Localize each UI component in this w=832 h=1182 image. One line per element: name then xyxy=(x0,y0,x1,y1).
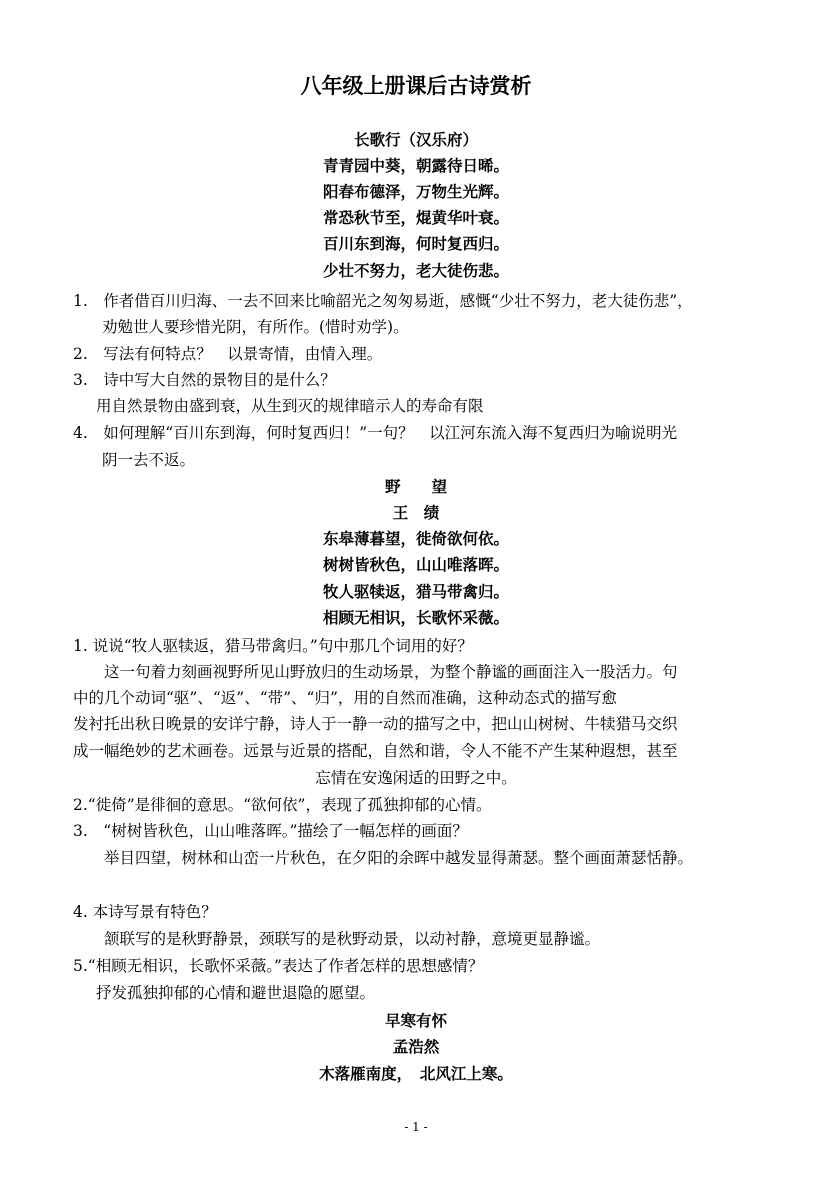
poem2-line-3: 牧人驱犊返，猎马带禽归。 xyxy=(322,582,509,601)
poem1-note-4-cont: 阴一去不返。 xyxy=(102,451,196,469)
poem1-heading: 长歌行（汉乐府） xyxy=(353,130,478,149)
poem1-line-5: 少壮不努力，老大徒伤悲。 xyxy=(322,261,509,280)
poem2-note-5-answer: 抒发孤独抑郁的心情和避世退隐的愿望。 xyxy=(96,984,376,1002)
poem1-line-1: 青青园中葵，朝露待日晞。 xyxy=(322,156,509,175)
poem2-note-1-answer-1: 这一句着力刻画视野所见山野放归的生动场景，为整个静谧的画面注入一股活力。句 xyxy=(104,663,678,681)
poem1-note-3: 3. 诗中写大自然的景物目的是什么？ xyxy=(73,371,336,389)
page-number: - 1 - xyxy=(404,1120,428,1134)
poem2-note-1-answer-2: 中的几个动词“驱”、“返”、“带”、“归”，用的自然而准确，这种动态式的描写愈 xyxy=(73,689,617,707)
poem1-note-1-cont: 劝勉世人要珍惜光阴，有所作。(惜时劝学)。 xyxy=(102,318,409,336)
poem2-note-1-answer-3: 发衬托出秋日晚景的安详宁静，诗人于一静一动的描写之中，把山山树树、牛犊猎马交织 xyxy=(73,715,678,733)
poem2-note-5: 5.“相顾无相识，长歌怀采薇。”表达了作者怎样的思想感情？ xyxy=(73,957,484,975)
poem2-note-2: 2.“徙倚”是徘徊的意思。“欲何依”，表现了孤独抑郁的心情。 xyxy=(73,796,492,814)
poem1-note-4: 4. 如何理解“百川东到海，何时复西归！”一句？ 以江河东流入海不复西归为喻说明光 xyxy=(73,424,678,442)
poem2-line-2: 树树皆秋色，山山唯落晖。 xyxy=(322,555,509,574)
poem2-note-1: 1. 说说“牧人驱犊返，猎马带禽归。”句中那几个词用的好？ xyxy=(73,637,473,655)
poem2-note-1-answer-5: 忘情在安逸闲适的田野之中。 xyxy=(315,769,517,787)
poem1-note-2: 2. 写法有何特点？ 以景寄情，由情入理。 xyxy=(73,345,383,363)
poem2-line-4: 相顾无相识，长歌怀采薇。 xyxy=(322,608,509,627)
poem1-line-2: 阳春布德泽，万物生光辉。 xyxy=(322,182,509,201)
poem2-note-3-answer: 举目四望，树林和山峦一片秋色，在夕阳的余晖中越发显得萧瑟。整个画面萧瑟恬静。 xyxy=(104,849,694,867)
poem2-note-3: 3. “树树皆秋色，山山唯落晖。”描绘了一幅怎样的画面？ xyxy=(73,822,468,840)
poem2-author: 王 绩 xyxy=(392,503,440,522)
poem2-note-1-answer-4: 成一幅绝妙的艺术画卷。远景与近景的搭配，自然和谐，令人不能不产生某种遐想，甚至 xyxy=(73,742,678,760)
poem3-line-1: 木落雁南度， 北风江上寒。 xyxy=(319,1064,513,1083)
poem1-note-1: 1. 作者借百川归海、一去不回来比喻韶光之匆匆易逝，感慨“少壮不努力，老大徒伤悲”， xyxy=(73,292,693,310)
poem3-author: 孟浩然 xyxy=(392,1037,440,1056)
poem2-heading: 野 望 xyxy=(384,477,447,496)
poem3-heading: 早寒有怀 xyxy=(384,1011,447,1030)
poem2-line-1: 东皋薄暮望，徙倚欲何依。 xyxy=(322,529,509,548)
poem2-note-4-answer: 颔联写的是秋野静景，颈联写的是秋野动景，以动衬静，意境更显静谧。 xyxy=(104,930,601,948)
poem2-note-4: 4. 本诗写景有特色？ xyxy=(73,903,217,921)
poem1-note-3-answer: 用自然景物由盛到衰，从生到灭的规律暗示人的寿命有限 xyxy=(96,397,484,415)
poem1-line-4: 百川东到海，何时复西归。 xyxy=(322,234,509,253)
poem1-line-3: 常恐秋节至，焜黄华叶衰。 xyxy=(322,208,509,227)
document-title: 八年级上册课后古诗赏析 xyxy=(300,73,532,98)
